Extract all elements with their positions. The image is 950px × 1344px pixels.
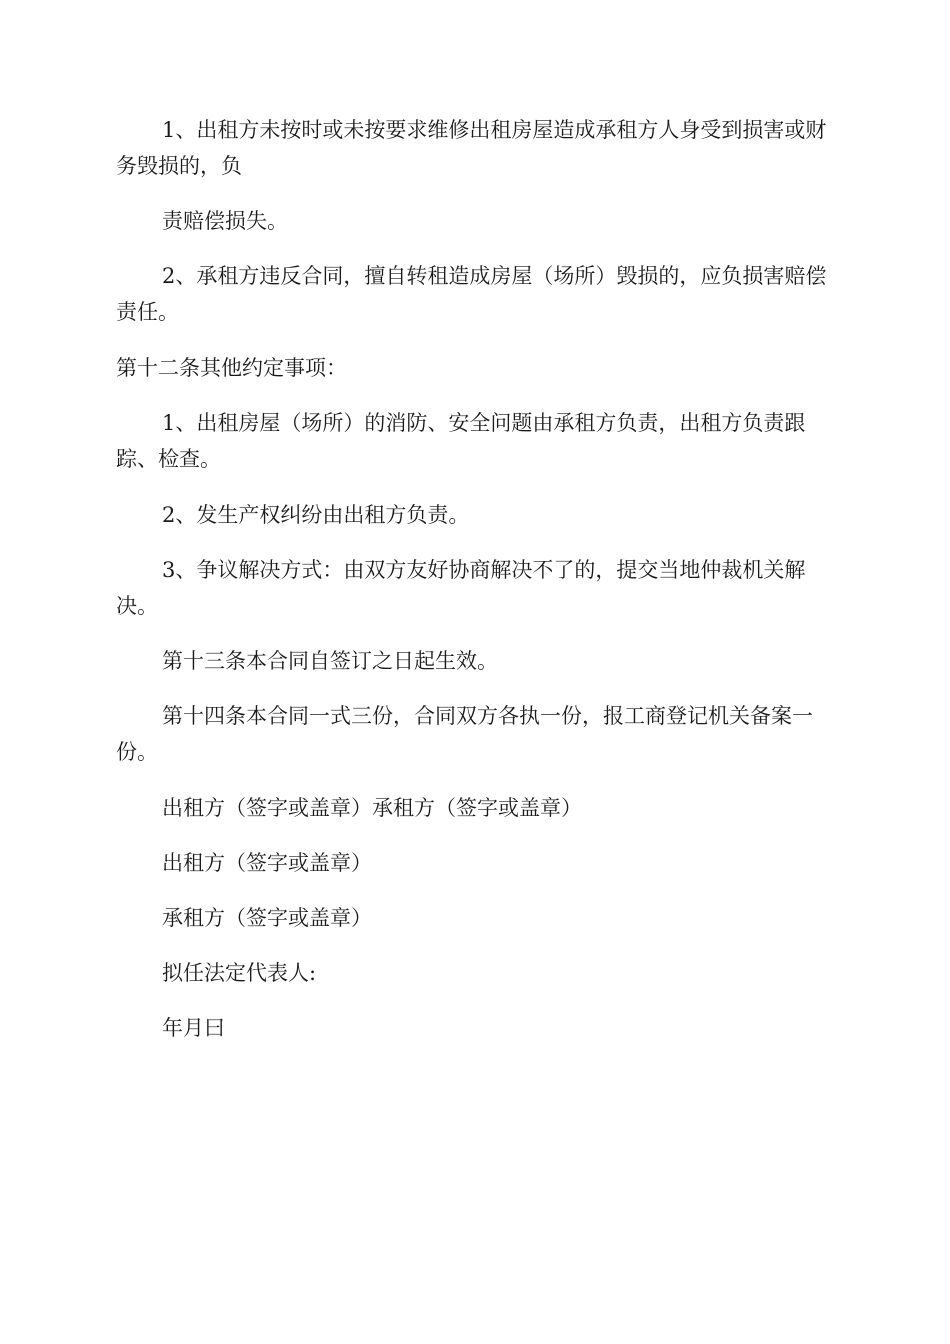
clause-12-heading: 第十二条其他约定事项： (116, 356, 347, 380)
clause-11-item-2: 2、承租方违反合同，擅自转租造成房屋（场所）毁损的，应负损害赔偿责任。 (116, 264, 827, 324)
signature-lessor: 出租方（签字或盖章） (162, 851, 372, 875)
clause-11-item-1: 1、出租方未按时或未按要求维修出租房屋造成承租方人身受到损害或财务毁损的，负 (116, 118, 827, 178)
signature-lessee: 承租方（签字或盖章） (162, 906, 372, 930)
clause-12-item-3: 3、争议解决方式：由双方友好协商解决不了的，提交当地仲裁机关解决。 (116, 558, 806, 618)
date-line: 年月曰 (162, 1016, 225, 1040)
clause-12-item-1: 1、出租房屋（场所）的消防、安全问题由承租方负责，出租方负责跟踪、检查。 (116, 411, 806, 471)
clause-11-item-1-continued: 责赔偿损失。 (162, 209, 288, 233)
clause-12-item-2: 2、发生产权纠纷由出租方负责。 (162, 503, 470, 527)
legal-representative: 拟任法定代表人: (162, 961, 317, 985)
signature-line-both: 出租方（签字或盖章）承租方（签字或盖章） (162, 796, 582, 820)
clause-13: 第十三条本合同自签订之日起生效。 (162, 649, 498, 673)
clause-14: 第十四条本合同一式三份，合同双方各执一份，报工商登记机关备案一份。 (116, 704, 813, 764)
